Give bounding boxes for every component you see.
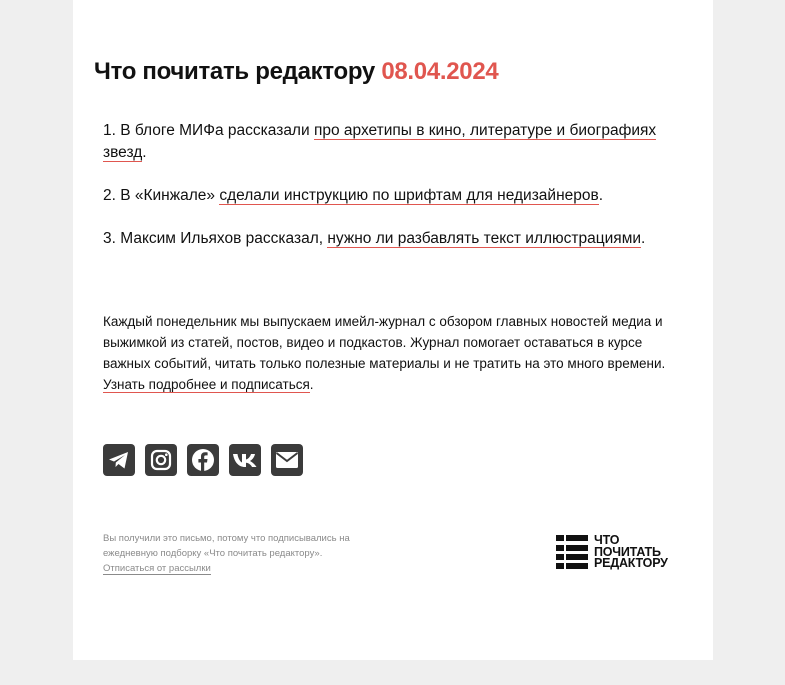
item-prefix: 3. Максим Ильяхов рассказал, [103,230,328,247]
item-suffix: . [641,230,646,247]
facebook-icon[interactable] [187,444,219,476]
subscribe-link[interactable]: Узнать подробнее и подписаться [103,377,310,392]
email-icon[interactable] [271,444,303,476]
item-prefix: 2. В «Кинжале» [103,187,220,204]
title-text: Что почитать редактору [94,58,375,85]
social-links [103,444,303,476]
instagram-icon[interactable] [145,444,177,476]
article-link[interactable]: про архетипы в кино, литературе и биографиях звезд [103,122,657,161]
list-item [103,185,683,207]
logo[interactable] [556,535,668,570]
vk-icon[interactable] [229,444,261,476]
logo-mark-icon [556,535,588,569]
list-item [103,120,683,164]
logo-text [594,535,668,570]
article-list [103,120,683,271]
logo-line: ЧТО [594,533,620,547]
title-date: 08.04.2024 [381,58,499,85]
unsubscribe-link[interactable]: Отписаться от рассылки [103,563,211,574]
email-card [73,0,713,660]
item-prefix: 1. В блоге МИФа рассказали [103,122,314,139]
newsletter-description [103,311,688,395]
telegram-icon[interactable] [103,444,135,476]
description-suffix: . [309,377,314,392]
article-link[interactable]: нужно ли разбавлять текст иллюстрациями [327,230,642,247]
article-link[interactable]: сделали инструкцию по шрифтам для недизайнеров [219,187,599,204]
page-title [94,58,498,86]
logo-line: РЕДАКТОРУ [594,556,668,570]
description-text: Каждый понедельник мы выпускаем имейл-журнал с обзором главных новостей медиа и выжимкой из статей, постов, видео и подкастов. Журнал помогает оставаться в курсе важных событий, читать только полезные материалы и не тратить на это много времени. [103,314,666,371]
footer-text: Вы получили это письмо, потому что подписывались на ежедневную подборку «Что почитать редактору». [103,533,350,559]
item-suffix: . [598,187,604,204]
logo-line: ПОЧИТАТЬ [594,544,661,559]
list-item [103,228,683,250]
item-suffix: . [142,144,147,161]
footer-note [103,531,383,576]
